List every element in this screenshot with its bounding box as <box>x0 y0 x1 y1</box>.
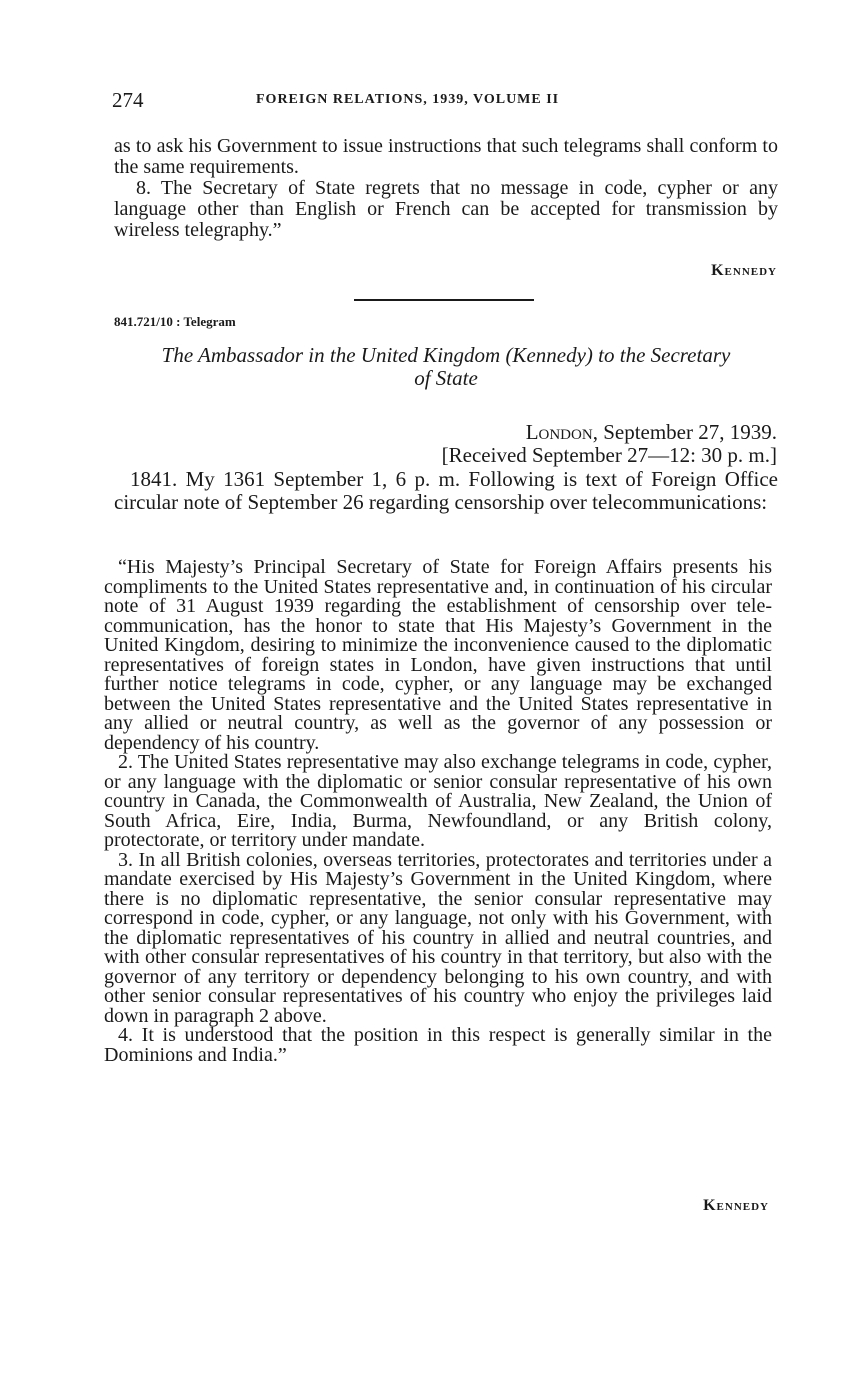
telegram-intro-paragraph: 1841. My 1361 September 1, 6 p. m. Following is text of Foreign Office circular note of September 26 regarding censorship over telecommunications: <box>114 467 778 514</box>
continued-text <box>114 136 778 241</box>
quote-paragraph-1: “His Majesty’s Principal Secretary of State for Foreign Affairs presents his compliments to the United States representative and, in continuation of his circular note of 31 August 1939 regarding the establishment of censorship over tele-communication, has the honor to state that His Majesty’s Government in the United Kingdom, desiring to minimize the inconvenience caused to the diplomatic representatives of foreign states in London, have given instructions that until further notice telegrams in code, cypher, or any language may be exchanged between the United States representative and the United States representative in any allied or neutral country, as well as the governor of any possession or dependency of his country. <box>104 556 772 754</box>
dateline-place: London <box>525 420 593 444</box>
document-heading <box>114 344 778 390</box>
quote-paragraph-4: 4. It is understood that the position in this respect is generally similar in the Dominions and India.” <box>104 1024 772 1066</box>
file-reference: 841.721/10 : Telegram <box>114 314 236 329</box>
quote-paragraph-3: 3. In all British colonies, overseas territories, protectorates and territories under a mandate exercised by His Majesty’s Government in the United Kingdom, where there is no diplomatic representative, the senior consular representative may correspond in code, cypher, or any language, not only with his Government, with the diplomatic representatives of his country in allied and neutral countries, and with other consular representatives of his country in that territory, but also with the governor of any territory or dependency belonging to his own country, and with other senior consular representatives of his country who enjoy the privileges laid down in paragraph 2 above. <box>104 848 772 1027</box>
heading-line-2: of State <box>414 366 478 390</box>
received-line: [Received September 27—12: 30 p. m.] <box>441 443 777 467</box>
heading-line-1: The Ambassador in the United Kingdom (Kennedy) to the Secretary <box>161 343 731 367</box>
quote-paragraph-2: 2. The United States representative may also exchange telegrams in code, cypher, or any language with the diplomatic or senior consular representative of his own country in Canada, the Commonwealth of Australia, New Zealand, the Union of South Africa, Eire, India, Burma, Newfoundland, or any British colony, protectorate, or territory under mandate. <box>104 751 772 851</box>
paragraph-8: 8. The Secretary of State regrets that no message in code, cypher or any language other than English or French can be accepted for transmission by wireless telegraphy.” <box>114 177 778 241</box>
quoted-note <box>104 558 772 1065</box>
dateline-date: , September 27, 1939. <box>592 420 777 444</box>
dateline <box>526 420 777 445</box>
signature-kennedy-1: Kennedy <box>711 262 777 279</box>
running-head <box>112 88 792 112</box>
telegram-intro <box>114 468 778 514</box>
running-title: FOREIGN RELATIONS, 1939, VOLUME II <box>256 92 560 107</box>
signature-kennedy-2: Kennedy <box>703 1197 769 1214</box>
page-number: 274 <box>112 88 144 112</box>
section-divider <box>354 299 534 301</box>
continued-paragraph: as to ask his Government to issue instructions that such telegrams shall conform to the same requirements. <box>114 135 778 178</box>
